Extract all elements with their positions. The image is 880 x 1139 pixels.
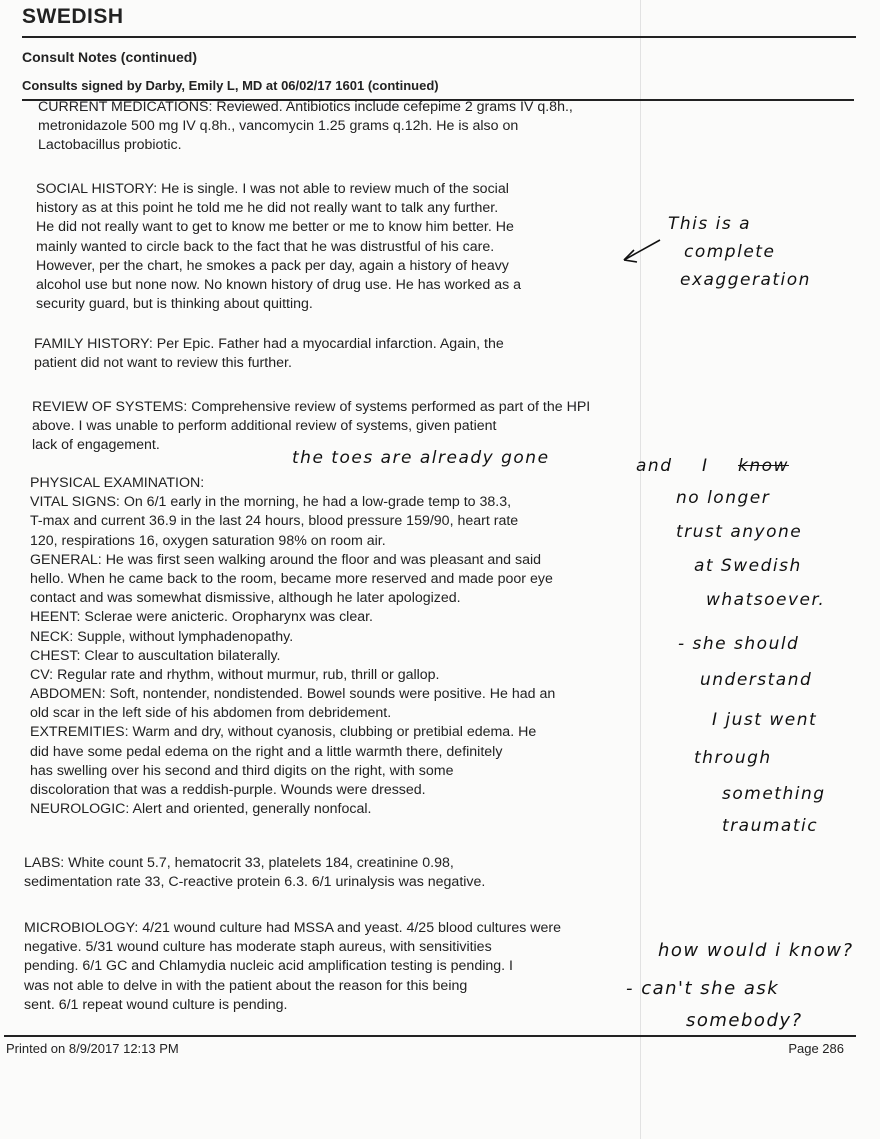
handwritten-note-word: I <box>702 456 709 476</box>
handwritten-note-word: and <box>636 456 673 476</box>
handwritten-note-line: something <box>722 784 826 804</box>
handwritten-struck-word: know <box>738 456 789 476</box>
handwritten-note-line: - can't she ask <box>626 978 780 999</box>
text-line: CV: Regular rate and rhythm, without murmur, rub, thrill or gallop. <box>30 666 440 683</box>
handwritten-note-line: the toes are already gone <box>292 448 550 468</box>
text-line: EXTREMITIES: Warm and dry, without cyanosis, clubbing or pretibial edema. He <box>30 724 537 741</box>
text-line: sent. 6/1 repeat wound culture is pending. <box>24 996 288 1013</box>
text-line: hello. When he came back to the room, became more reserved and made poor eye <box>30 570 553 587</box>
handwritten-note-line: at Swedish <box>694 556 802 576</box>
handwritten-note-line: - she should <box>678 634 800 654</box>
text-line: REVIEW OF SYSTEMS: Comprehensive review of systems performed as part of the HPI <box>32 399 591 415</box>
text-line: did have some pedal edema on the right and a little warmth there, definitely <box>30 743 503 760</box>
handwritten-note-line: no longer <box>676 488 771 508</box>
text-line: LABS: White count 5.7, hematocrit 33, platelets 184, creatinine 0.98, <box>24 855 454 871</box>
handwritten-note-line: I just went <box>712 710 818 730</box>
text-line: NECK: Supple, without lymphadenopathy. <box>30 628 294 645</box>
text-line: was not able to delve in with the patient about the reason for this being <box>24 977 468 994</box>
physical-examination-section <box>30 474 555 819</box>
text-line: NEUROLOGIC: Alert and oriented, generally nonfocal. <box>30 801 372 818</box>
social-history-section <box>36 180 521 314</box>
labs-section <box>24 854 485 892</box>
text-line: mainly wanted to circle back to the fact that he was distrustful of his care. <box>36 238 495 255</box>
text-line: alcohol use but none now. No known history of drug use. He has worked as a <box>36 276 522 293</box>
text-line: pending. 6/1 GC and Chlamydia nucleic acid amplification testing is pending. I <box>24 958 513 975</box>
text-line: He did not really want to get to know me better or me to know him better. He <box>36 219 514 236</box>
text-line: ABDOMEN: Soft, nontender, nondistended. Bowel sounds were positive. He had an <box>30 686 556 703</box>
page-number: Page 286 <box>788 1041 844 1056</box>
text-line: history as at this point he told me he did not really want to talk any further. <box>36 200 499 217</box>
text-line: CHEST: Clear to auscultation bilaterally. <box>30 647 281 664</box>
text-line: has swelling over his second and third digits on the right, with some <box>30 762 454 779</box>
brand-logo-text: SWEDISH <box>22 5 124 28</box>
text-line: above. I was unable to perform additional review of systems, given patient <box>32 418 497 435</box>
text-line: MICROBIOLOGY: 4/21 wound culture had MSSA and yeast. 4/25 blood cultures were <box>24 920 562 936</box>
text-line: 120, respirations 16, oxygen saturation 98% on room air. <box>30 532 386 549</box>
handwritten-note-line: understand <box>700 670 813 690</box>
text-line: security guard, but is thinking about quitting. <box>36 296 313 313</box>
text-line: Lactobacillus probiotic. <box>38 137 182 154</box>
printed-timestamp: Printed on 8/9/2017 12:13 PM <box>6 1041 179 1056</box>
handwritten-arrow-icon <box>616 236 664 268</box>
handwritten-note-line: complete <box>684 242 776 262</box>
text-line: old scar in the left side of his abdomen from debridement. <box>30 705 392 722</box>
header-rule <box>22 36 856 38</box>
handwritten-note-line: This is a <box>668 214 752 234</box>
text-line: patient did not want to review this further. <box>34 355 292 372</box>
text-line: T-max and current 36.9 in the last 24 hours, blood pressure 159/90, heart rate <box>30 513 519 530</box>
handwritten-note-line: whatsoever. <box>706 590 826 610</box>
text-line: GENERAL: He was first seen walking around the floor and was pleasant and said <box>30 551 542 568</box>
text-line: FAMILY HISTORY: Per Epic. Father had a myocardial infarction. Again, the <box>34 336 504 352</box>
current-medications-section <box>38 98 573 156</box>
handwritten-note-line: somebody? <box>686 1010 803 1031</box>
text-line: sedimentation rate 33, C-reactive protein 6.3. 6/1 urinalysis was negative. <box>24 874 486 891</box>
review-of-systems-section <box>32 398 590 456</box>
text-line: contact and was somewhat dismissive, although he later apologized. <box>30 590 461 607</box>
text-line: HEENT: Sclerae were anicteric. Oropharynx was clear. <box>30 609 373 626</box>
handwritten-note-line: trust anyone <box>676 522 803 542</box>
microbiology-section <box>24 919 561 1015</box>
text-line: negative. 5/31 wound culture has moderate staph aureus, with sensitivities <box>24 939 492 956</box>
text-line: lack of engagement. <box>32 437 160 454</box>
section-title: Consult Notes (continued) <box>22 49 197 65</box>
text-line: VITAL SIGNS: On 6/1 early in the morning, he had a low-grade temp to 38.3, <box>30 494 512 511</box>
signed-by-line: Consults signed by Darby, Emily L, MD at 06/02/17 1601 (continued) <box>22 78 439 93</box>
handwritten-note-line: through <box>694 748 772 768</box>
text-line: discoloration that was a reddish-purple. Wounds were dressed. <box>30 782 426 798</box>
text-line: However, per the chart, he smokes a pack per day, again a history of heavy <box>36 257 509 274</box>
text-line: PHYSICAL EXAMINATION: <box>30 475 205 491</box>
family-history-section <box>34 335 504 373</box>
text-line: SOCIAL HISTORY: He is single. I was not able to review much of the social <box>36 181 509 197</box>
text-line: metronidazole 500 mg IV q.8h., vancomycin 1.25 grams q.12h. He is also on <box>38 118 519 135</box>
handwritten-note-line: traumatic <box>722 816 819 836</box>
footer-rule <box>4 1035 856 1037</box>
handwritten-note-line: exaggeration <box>680 270 811 290</box>
handwritten-note-line: how would i know? <box>658 940 854 961</box>
text-line: CURRENT MEDICATIONS: Reviewed. Antibiotics include cefepime 2 grams IV q.8h., <box>38 99 573 115</box>
page-fold-line <box>640 0 641 1139</box>
